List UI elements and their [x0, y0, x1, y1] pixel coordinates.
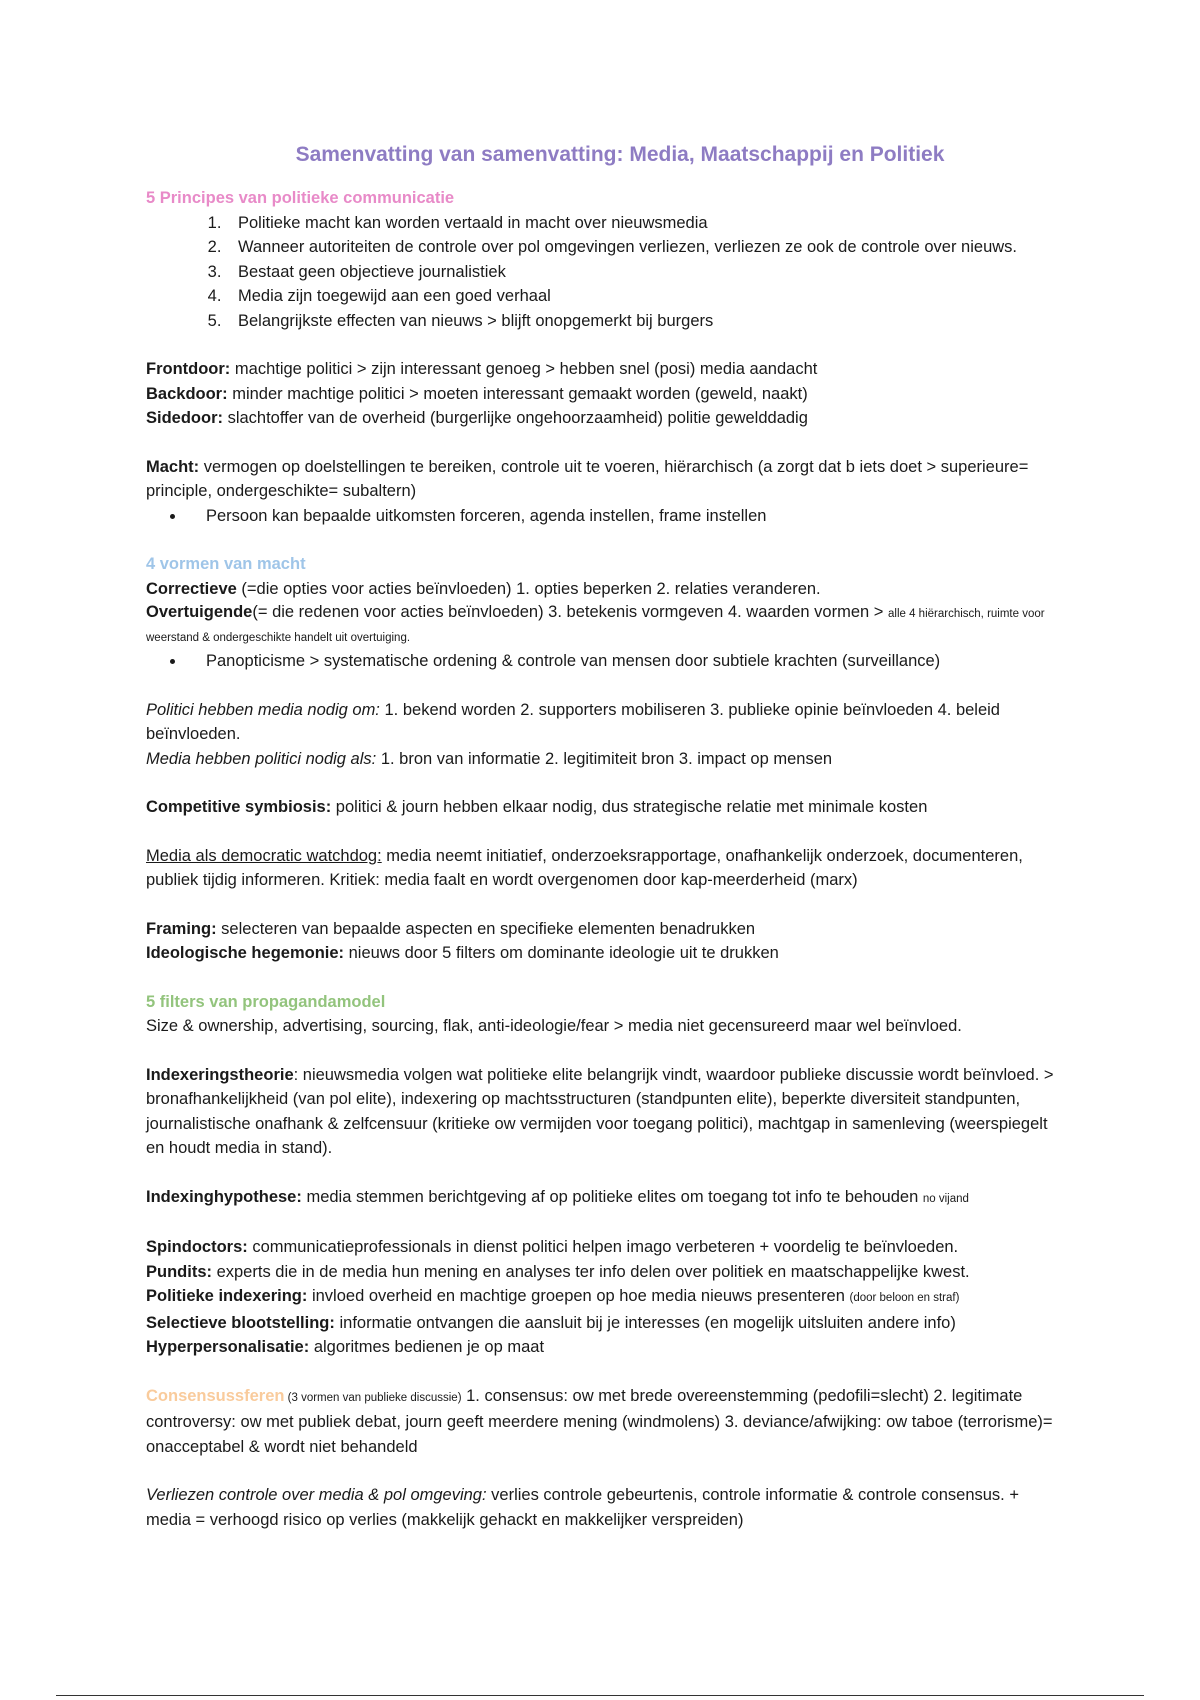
list-item: • Panopticisme > systematische ordening & controle van mensen door subtiele krachten (surveillance) — [186, 649, 1066, 674]
hypothese-line — [146, 1185, 1066, 1212]
hegemonie-line — [146, 941, 1066, 966]
list-item: 1. Politieke macht kan worden vertaald in macht over nieuwsmedia — [226, 211, 1066, 236]
symbiosis-text: politici & journ hebben elkaar nodig, dus strategische relatie met minimale kosten — [331, 798, 928, 816]
filters-heading: 5 filters van propagandamodel — [146, 992, 386, 1011]
page-title: Samenvatting van samenvatting: Media, Maatschappij en Politiek — [295, 143, 945, 166]
selectieve-blootstelling-line — [146, 1311, 1066, 1336]
politieke-indexering-line — [146, 1284, 1066, 1311]
politici-nodig-line — [146, 698, 1066, 747]
watchdog-line — [146, 844, 1066, 893]
list-item: 5. Belangrijkste effecten van nieuws > blijft onopgemerkt bij burgers — [226, 309, 1066, 334]
verliezen-line — [146, 1483, 1066, 1532]
frontdoor-line — [146, 357, 1066, 382]
watchdog-term: Media als democratic watchdog: — [146, 846, 382, 865]
overtuigende-text: (= die redenen voor acties beïnvloeden) 3. betekenis vormgeven 4. waarden vormen > — [252, 603, 888, 621]
verliezen-label: Verliezen controle over media & pol omgeving: — [146, 1486, 487, 1504]
politici-nodig-text: 1. bekend worden 2. supporters mobiliseren 3. publieke opinie beïnvloeden 4. beleid beïnvloeden. — [146, 700, 1000, 743]
macht-text: vermogen op doelstellingen te bereiken, controle uit te voeren, hiërarchisch (a zorgt dat b iets doet > superieure= principle, ondergeschikte= subaltern) — [146, 457, 1029, 500]
hypothese-text: media stemmen berichtgeving af op politieke elites om toegang tot info te behouden — [301, 1187, 923, 1206]
backdoor-term: Backdoor: — [146, 384, 228, 403]
verliezen-text: verlies controle gebeurtenis, controle informatie & controle consensus. + media = verhoogd risico op verlies (makkelijk gehackt en makkelijker verspreiden) — [146, 1486, 1019, 1529]
consensus-line — [146, 1384, 1066, 1460]
frontdoor-term: Frontdoor: — [146, 360, 231, 378]
indexering-line — [146, 1063, 1066, 1161]
indexering-text: : nieuwsmedia volgen wat politieke elite belangrijk vindt, waardoor publieke discussie wordt beïnvloed. > bronafhankelijkheid (van pol elite), indexering op machtsstructuren (standpunten elite), beperkte diversiteit standpunten, journalistische onafhank & zelfcensuur (kritieke ow vermijden voor toegang politici), machtgap in samenleving (weerspiegelt en houdt media in stand). — [146, 1065, 1054, 1157]
framing-term: Framing: — [146, 919, 217, 938]
filters-text: Size & ownership, advertising, sourcing, flak, anti-ideologie/fear > media niet gecensureerd maar wel beïnvloed. — [146, 1017, 962, 1035]
vormen-bullets — [146, 649, 1066, 674]
media-nodig-line — [146, 747, 1066, 772]
sidedoor-term: Sidedoor: — [146, 409, 223, 427]
consensus-heading: Consensussferen — [146, 1386, 285, 1405]
politici-nodig-label: Politici hebben media nodig om: — [146, 700, 380, 719]
selectieve-blootstelling-text: informatie ontvangen die aansluit bij je interesses (en mogelijk uitsluiten andere info) — [334, 1313, 956, 1332]
hegemonie-term: Ideologische hegemonie: — [146, 944, 345, 962]
list-item: 4. Media zijn toegewijd aan een goed verhaal — [226, 284, 1066, 309]
list-item: • Persoon kan bepaalde uitkomsten forceren, agenda instellen, frame instellen — [186, 504, 1066, 529]
backdoor-text: minder machtige politici > moeten interessant gemaakt worden (geweld, naakt) — [227, 384, 808, 403]
document-page — [146, 140, 1066, 1532]
spindoctors-term: Spindoctors: — [146, 1238, 248, 1256]
correctieve-line — [146, 577, 1066, 602]
symbiosis-line — [146, 795, 1066, 820]
list-item: 2. Wanneer autoriteiten de controle over pol omgevingen verliezen, verliezen ze ook de controle over nieuws. — [226, 235, 1066, 260]
correctieve-term: Correctieve — [146, 579, 237, 598]
symbiosis-term: Competitive symbiosis: — [146, 798, 332, 816]
vormen-heading: 4 vormen van macht — [146, 555, 306, 573]
backdoor-line — [146, 382, 1066, 407]
framing-line — [146, 917, 1066, 942]
politieke-indexering-text: invloed overheid en machtige groepen op hoe media nieuws presenteren — [307, 1287, 850, 1305]
media-nodig-text: 1. bron van informatie 2. legitimiteit bron 3. impact op mensen — [376, 749, 833, 768]
consensus-text: 1. consensus: ow met brede overeenstemming (pedofili=slecht) 2. legitimate controversy: ow met publiek debat, journ geeft meerdere mening (windmolens) 3. deviance/afwijking: ow taboe (terrorisme)= onacceptabel & wordt niet behandeld — [146, 1386, 1053, 1456]
framing-text: selecteren van bepaalde aspecten en specifieke elementen benadrukken — [216, 919, 756, 938]
hypothese-note: no vijand — [922, 1192, 969, 1205]
overtuigende-term: Overtuigende — [146, 603, 253, 621]
sidedoor-line — [146, 406, 1066, 431]
selectieve-blootstelling-term: Selectieve blootstelling: — [146, 1313, 335, 1332]
spindoctors-text: communicatieprofessionals in dienst politici helpen imago verbeteren + voordelig te beïnvloeden. — [247, 1238, 959, 1256]
pundits-text: experts die in de media hun mening en analyses ter info delen over politiek en maatschappelijke kwest. — [212, 1262, 970, 1281]
indexering-term: Indexeringstheorie — [146, 1065, 294, 1084]
macht-line — [146, 455, 1066, 504]
politieke-indexering-note: (door beloon en straf) — [849, 1292, 960, 1304]
hyperpersonalisatie-line — [146, 1335, 1066, 1360]
pundits-line — [146, 1260, 1066, 1285]
hyperpersonalisatie-text: algoritmes bedienen je op maat — [309, 1338, 545, 1356]
macht-bullets — [146, 504, 1066, 529]
overtuigende-note: alle 4 hiërarchisch, ruimte voor weerstand & ondergeschikte handelt uit overtuiging. — [146, 608, 1045, 644]
correctieve-text: (=die opties voor acties beïnvloeden) 1. opties beperken 2. relaties veranderen. — [236, 579, 821, 598]
hyperpersonalisatie-term: Hyperpersonalisatie: — [146, 1338, 310, 1356]
hypothese-term: Indexinghypothese: — [146, 1187, 302, 1206]
list-item: 3. Bestaat geen objectieve journalistiek — [226, 260, 1066, 285]
pundits-term: Pundits: — [146, 1262, 212, 1281]
spindoctors-line — [146, 1235, 1066, 1260]
hegemonie-text: nieuws door 5 filters om dominante ideologie uit te drukken — [344, 944, 779, 962]
watchdog-text: media neemt initiatief, onderzoeksrapportage, onafhankelijk onderzoek, documenteren, publiek tijdig informeren. Kritiek: media faalt en wordt overgenomen door kap-meerderheid (marx) — [146, 846, 1023, 889]
media-nodig-label: Media hebben politici nodig als: — [146, 749, 377, 768]
overtuigende-line — [146, 601, 1066, 649]
macht-term: Macht: — [146, 457, 200, 476]
principles-list — [146, 211, 1066, 334]
sidedoor-text: slachtoffer van de overheid (burgerlijke ongehoorzaamheid) politie gewelddadig — [223, 409, 808, 427]
politieke-indexering-term: Politieke indexering: — [146, 1287, 308, 1305]
principles-heading: 5 Principes van politieke communicatie — [146, 189, 455, 207]
frontdoor-text: machtige politici > zijn interessant genoeg > hebben snel (posi) media aandacht — [230, 360, 818, 378]
footer-divider — [56, 1695, 1144, 1696]
consensus-note: (3 vormen van publieke discussie) — [284, 1391, 462, 1404]
